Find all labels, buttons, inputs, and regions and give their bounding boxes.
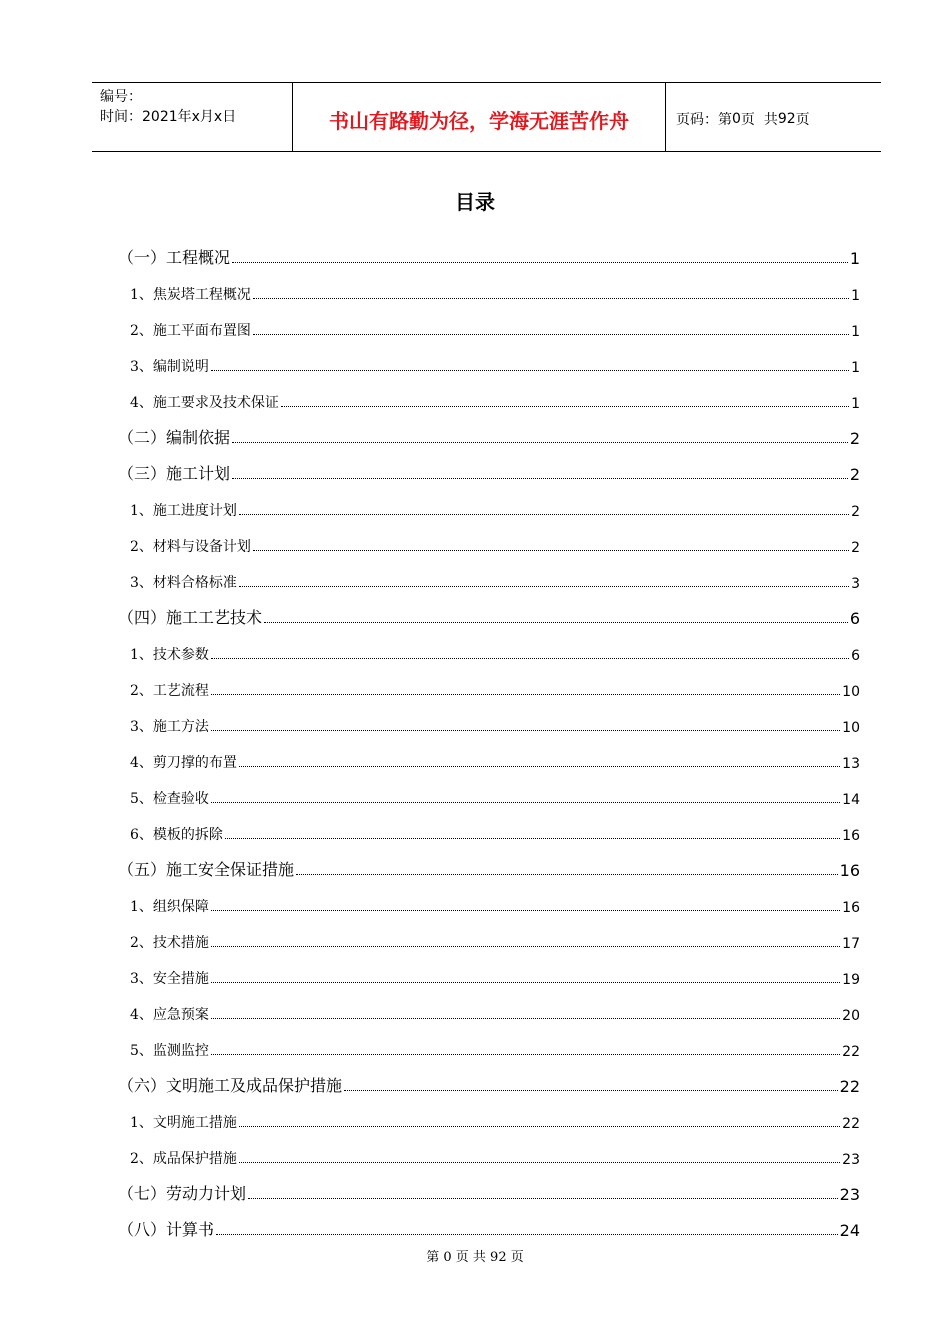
toc-dot-leader <box>211 658 849 659</box>
toc-entry-label: 4、剪刀撑的布置 <box>130 755 237 771</box>
toc-entry-label: （一）工程概况 <box>118 248 231 267</box>
toc-entry-page: 17 <box>842 936 860 952</box>
toc-entry-page: 1 <box>851 396 860 412</box>
toc-entry-label: 5、监测监控 <box>130 1043 209 1059</box>
toc-entry-label: 4、施工要求及技术保证 <box>130 395 279 411</box>
page-code-current: 0 <box>732 110 741 127</box>
toc-entry-page: 10 <box>842 720 860 736</box>
toc-entry-label: 1、文明施工措施 <box>130 1115 237 1131</box>
toc-dot-leader <box>211 802 840 803</box>
page-code-label: 页码：第 <box>676 111 732 128</box>
toc-dot-leader <box>264 622 848 623</box>
toc-section-entry[interactable] <box>118 268 860 304</box>
page-code-total: 92 <box>777 110 796 127</box>
toc-section-entry[interactable] <box>118 952 860 988</box>
toc-dot-leader <box>232 478 848 479</box>
toc-entry-page: 22 <box>842 1044 860 1060</box>
toc-entry-label: 2、工艺流程 <box>130 683 209 699</box>
toc-entry-page: 10 <box>842 684 860 700</box>
toc-section-entry[interactable] <box>118 664 860 700</box>
page-code-end: 页 <box>795 111 810 128</box>
document-time-label: 时间：2021年x月x日 <box>100 109 237 125</box>
toc-dot-leader <box>239 1162 840 1163</box>
toc-entry-page: 1 <box>851 360 860 376</box>
toc-entry-page: 6 <box>849 609 860 628</box>
toc-dot-leader <box>253 298 849 299</box>
toc-dot-leader <box>211 982 840 983</box>
toc-dot-leader <box>344 1090 838 1091</box>
toc-entry-label: 1、施工进度计划 <box>130 503 237 519</box>
toc-section-entry[interactable] <box>118 340 860 376</box>
toc-entry-page: 16 <box>839 861 860 880</box>
toc-entry-page: 2 <box>851 504 860 520</box>
toc-section-entry[interactable] <box>118 880 860 916</box>
toc-chapter-entry[interactable] <box>118 1060 860 1096</box>
toc-section-entry[interactable] <box>118 304 860 340</box>
toc-section-entry[interactable] <box>118 1132 860 1168</box>
toc-chapter-entry[interactable] <box>118 1204 860 1240</box>
toc-entry-page: 1 <box>851 288 860 304</box>
toc-chapter-entry[interactable] <box>118 1168 860 1204</box>
toc-section-entry[interactable] <box>118 736 860 772</box>
toc-dot-leader <box>216 1234 838 1235</box>
toc-entry-label: （八）计算书 <box>118 1220 215 1239</box>
header-page-code <box>666 83 881 151</box>
toc-entry-label: 3、编制说明 <box>130 359 209 375</box>
toc-entry-page: 6 <box>851 648 860 664</box>
toc-entry-label: 4、应急预案 <box>130 1007 209 1023</box>
toc-entry-page: 1 <box>851 324 860 340</box>
toc-entry-page: 2 <box>849 429 860 448</box>
page-title: 目录 <box>455 190 495 214</box>
toc-section-entry[interactable] <box>118 808 860 844</box>
toc-chapter-entry[interactable] <box>118 844 860 880</box>
toc-entry-label: 1、技术参数 <box>130 647 209 663</box>
toc-entry-page: 16 <box>842 828 860 844</box>
toc-chapter-entry[interactable] <box>118 448 860 484</box>
toc-dot-leader <box>211 910 840 911</box>
toc-entry-page: 20 <box>842 1008 860 1024</box>
toc-dot-leader <box>253 550 849 551</box>
toc-entry-label: 6、模板的拆除 <box>130 827 223 843</box>
toc-chapter-entry[interactable] <box>118 412 860 448</box>
toc-entry-page: 16 <box>842 900 860 916</box>
toc-entry-label: （七）劳动力计划 <box>118 1184 247 1203</box>
toc-section-entry[interactable] <box>118 376 860 412</box>
toc-dot-leader <box>239 514 849 515</box>
toc-entry-page: 13 <box>842 756 860 772</box>
toc-dot-leader <box>281 406 849 407</box>
toc-entry-label: （三）施工计划 <box>118 464 231 483</box>
toc-dot-leader <box>211 1054 840 1055</box>
toc-dot-leader <box>253 334 849 335</box>
toc-dot-leader <box>211 946 840 947</box>
toc-entry-label: 5、检查验收 <box>130 791 209 807</box>
toc-entry-label: （二）编制依据 <box>118 428 231 447</box>
toc-dot-leader <box>239 1126 840 1127</box>
toc-section-entry[interactable] <box>118 484 860 520</box>
footer-page-info: 第 0 页 共 92 页 <box>426 1250 524 1265</box>
toc-dot-leader <box>239 586 849 587</box>
toc-entry-label: （四）施工工艺技术 <box>118 608 263 627</box>
toc-dot-leader <box>239 766 840 767</box>
toc-section-entry[interactable] <box>118 700 860 736</box>
toc-dot-leader <box>232 262 848 263</box>
toc-section-entry[interactable] <box>118 1096 860 1132</box>
toc-entry-page: 19 <box>842 972 860 988</box>
toc-section-entry[interactable] <box>118 988 860 1024</box>
page-header <box>92 82 881 152</box>
toc-entry-page: 23 <box>839 1185 860 1204</box>
table-of-contents <box>118 232 860 1240</box>
document-number-label: 编号： <box>100 89 142 105</box>
toc-entry-page: 22 <box>842 1116 860 1132</box>
toc-dot-leader <box>211 1018 840 1019</box>
header-meta <box>92 83 293 151</box>
toc-entry-label: （五）施工安全保证措施 <box>118 860 295 879</box>
toc-chapter-entry[interactable] <box>118 592 860 628</box>
toc-entry-label: 2、施工平面布置图 <box>130 323 251 339</box>
toc-entry-label: 3、安全措施 <box>130 971 209 987</box>
toc-entry-label: 1、组织保障 <box>130 899 209 915</box>
toc-entry-label: （六）文明施工及成品保护措施 <box>118 1076 343 1095</box>
toc-section-entry[interactable] <box>118 556 860 592</box>
toc-entry-label: 2、材料与设备计划 <box>130 539 251 555</box>
toc-chapter-entry[interactable] <box>118 232 860 268</box>
toc-entry-label: 3、施工方法 <box>130 719 209 735</box>
toc-dot-leader <box>211 730 840 731</box>
toc-entry-page: 3 <box>851 576 860 592</box>
toc-entry-page: 2 <box>851 540 860 556</box>
toc-dot-leader <box>211 370 849 371</box>
page-footer <box>0 1246 950 1265</box>
toc-entry-page: 14 <box>842 792 860 808</box>
toc-entry-label: 1、焦炭塔工程概况 <box>130 287 251 303</box>
toc-section-entry[interactable] <box>118 1024 860 1060</box>
toc-entry-label: 2、技术措施 <box>130 935 209 951</box>
toc-entry-page: 23 <box>842 1152 860 1168</box>
toc-entry-label: 2、成品保护措施 <box>130 1151 237 1167</box>
toc-dot-leader <box>296 874 838 875</box>
toc-section-entry[interactable] <box>118 520 860 556</box>
toc-entry-label: 3、材料合格标准 <box>130 575 237 591</box>
toc-dot-leader <box>211 694 840 695</box>
toc-dot-leader <box>232 442 848 443</box>
toc-dot-leader <box>225 838 840 839</box>
page-code-mid: 页 共 <box>740 111 778 128</box>
toc-entry-page: 1 <box>849 249 860 268</box>
header-motto: 书山有路勤为径，学海无涯苦作舟 <box>293 83 666 151</box>
toc-section-entry[interactable] <box>118 628 860 664</box>
toc-section-entry[interactable] <box>118 772 860 808</box>
toc-entry-page: 22 <box>839 1077 860 1096</box>
toc-entry-page: 2 <box>849 465 860 484</box>
toc-dot-leader <box>248 1198 838 1199</box>
toc-section-entry[interactable] <box>118 916 860 952</box>
toc-entry-page: 24 <box>839 1221 860 1240</box>
